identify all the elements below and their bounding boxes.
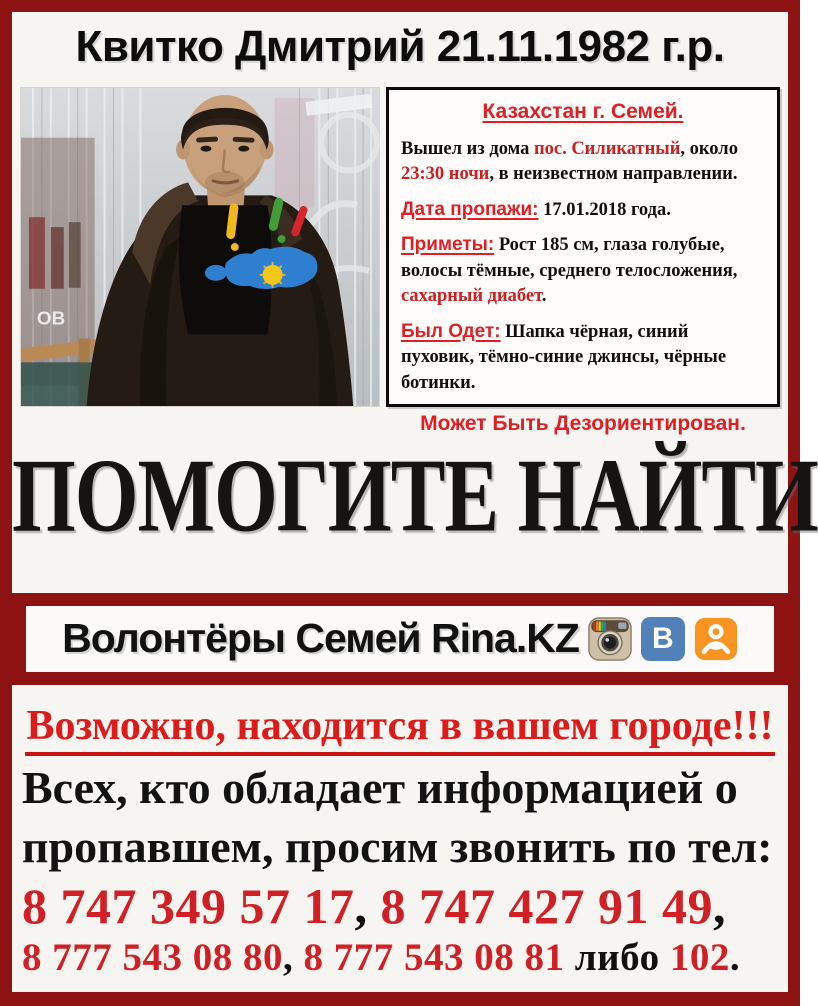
photo-background-sign-text: ОВ [36,308,66,330]
disorientation-warning: Может Быть Дезориентирован. [420,412,746,436]
phone-number: 8 777 543 08 81 [303,936,565,980]
vk-letter: В [652,621,674,655]
possibly-line-wrap [12,703,788,756]
missing-date-text: Дата пропажи: 17.01.2018 года. [401,198,671,220]
clothing-text: Был Одет: Шапка чёрная, синий пуховик, тёмно-синие джинсы, чёрные ботинки. [401,320,727,393]
ok-icon [694,617,738,661]
help-find-headline: ПОМОГИТЕ НАЙТИ [12,436,818,554]
photo-illustration [21,88,379,406]
call-request-line1: Всех, кто обладает информацией о [22,761,738,813]
call-request-line2: пропавшем, просим звонить по тел: [22,821,773,873]
missing-person-photo [20,87,380,407]
phone-number: 8 777 543 08 80 [22,936,283,980]
volunteers-banner-inner [26,606,774,672]
person-name-title: Квитко Дмитрий 21.11.1982 г.р. [75,22,725,71]
phone-number: 8 747 427 91 49 [380,878,713,935]
phone-numbers-line2: 8 777 543 08 80, 8 777 543 08 81 либо 102. [22,936,741,980]
phone-numbers-line1: 8 747 349 57 17, 8 747 427 91 49, [22,878,726,935]
possibly-in-your-city-text: Возможно, находится в вашем городе!!! [25,703,776,756]
location-header: Казахстан г. Семей. [482,99,684,123]
emergency-number: 102 [669,936,730,980]
photo-info-row [12,87,788,436]
call-request-text [12,756,788,878]
volunteers-name: Волонтёры Семей Rina.KZ [62,615,579,662]
last-seen-text: Вышел из дома пос. Силикатный, около 23:30 ночи, в неизвестном направлении. [401,138,738,185]
phone-number: 8 747 349 57 17 [22,878,355,935]
instagram-icon [588,617,632,661]
volunteers-banner [12,593,788,685]
description-text: Приметы: Рост 185 см, глаза голубые, волосы тёмные, среднего телосложения, сахарный диабет. [401,234,738,307]
vk-icon [641,617,685,661]
details-panel [386,87,780,436]
